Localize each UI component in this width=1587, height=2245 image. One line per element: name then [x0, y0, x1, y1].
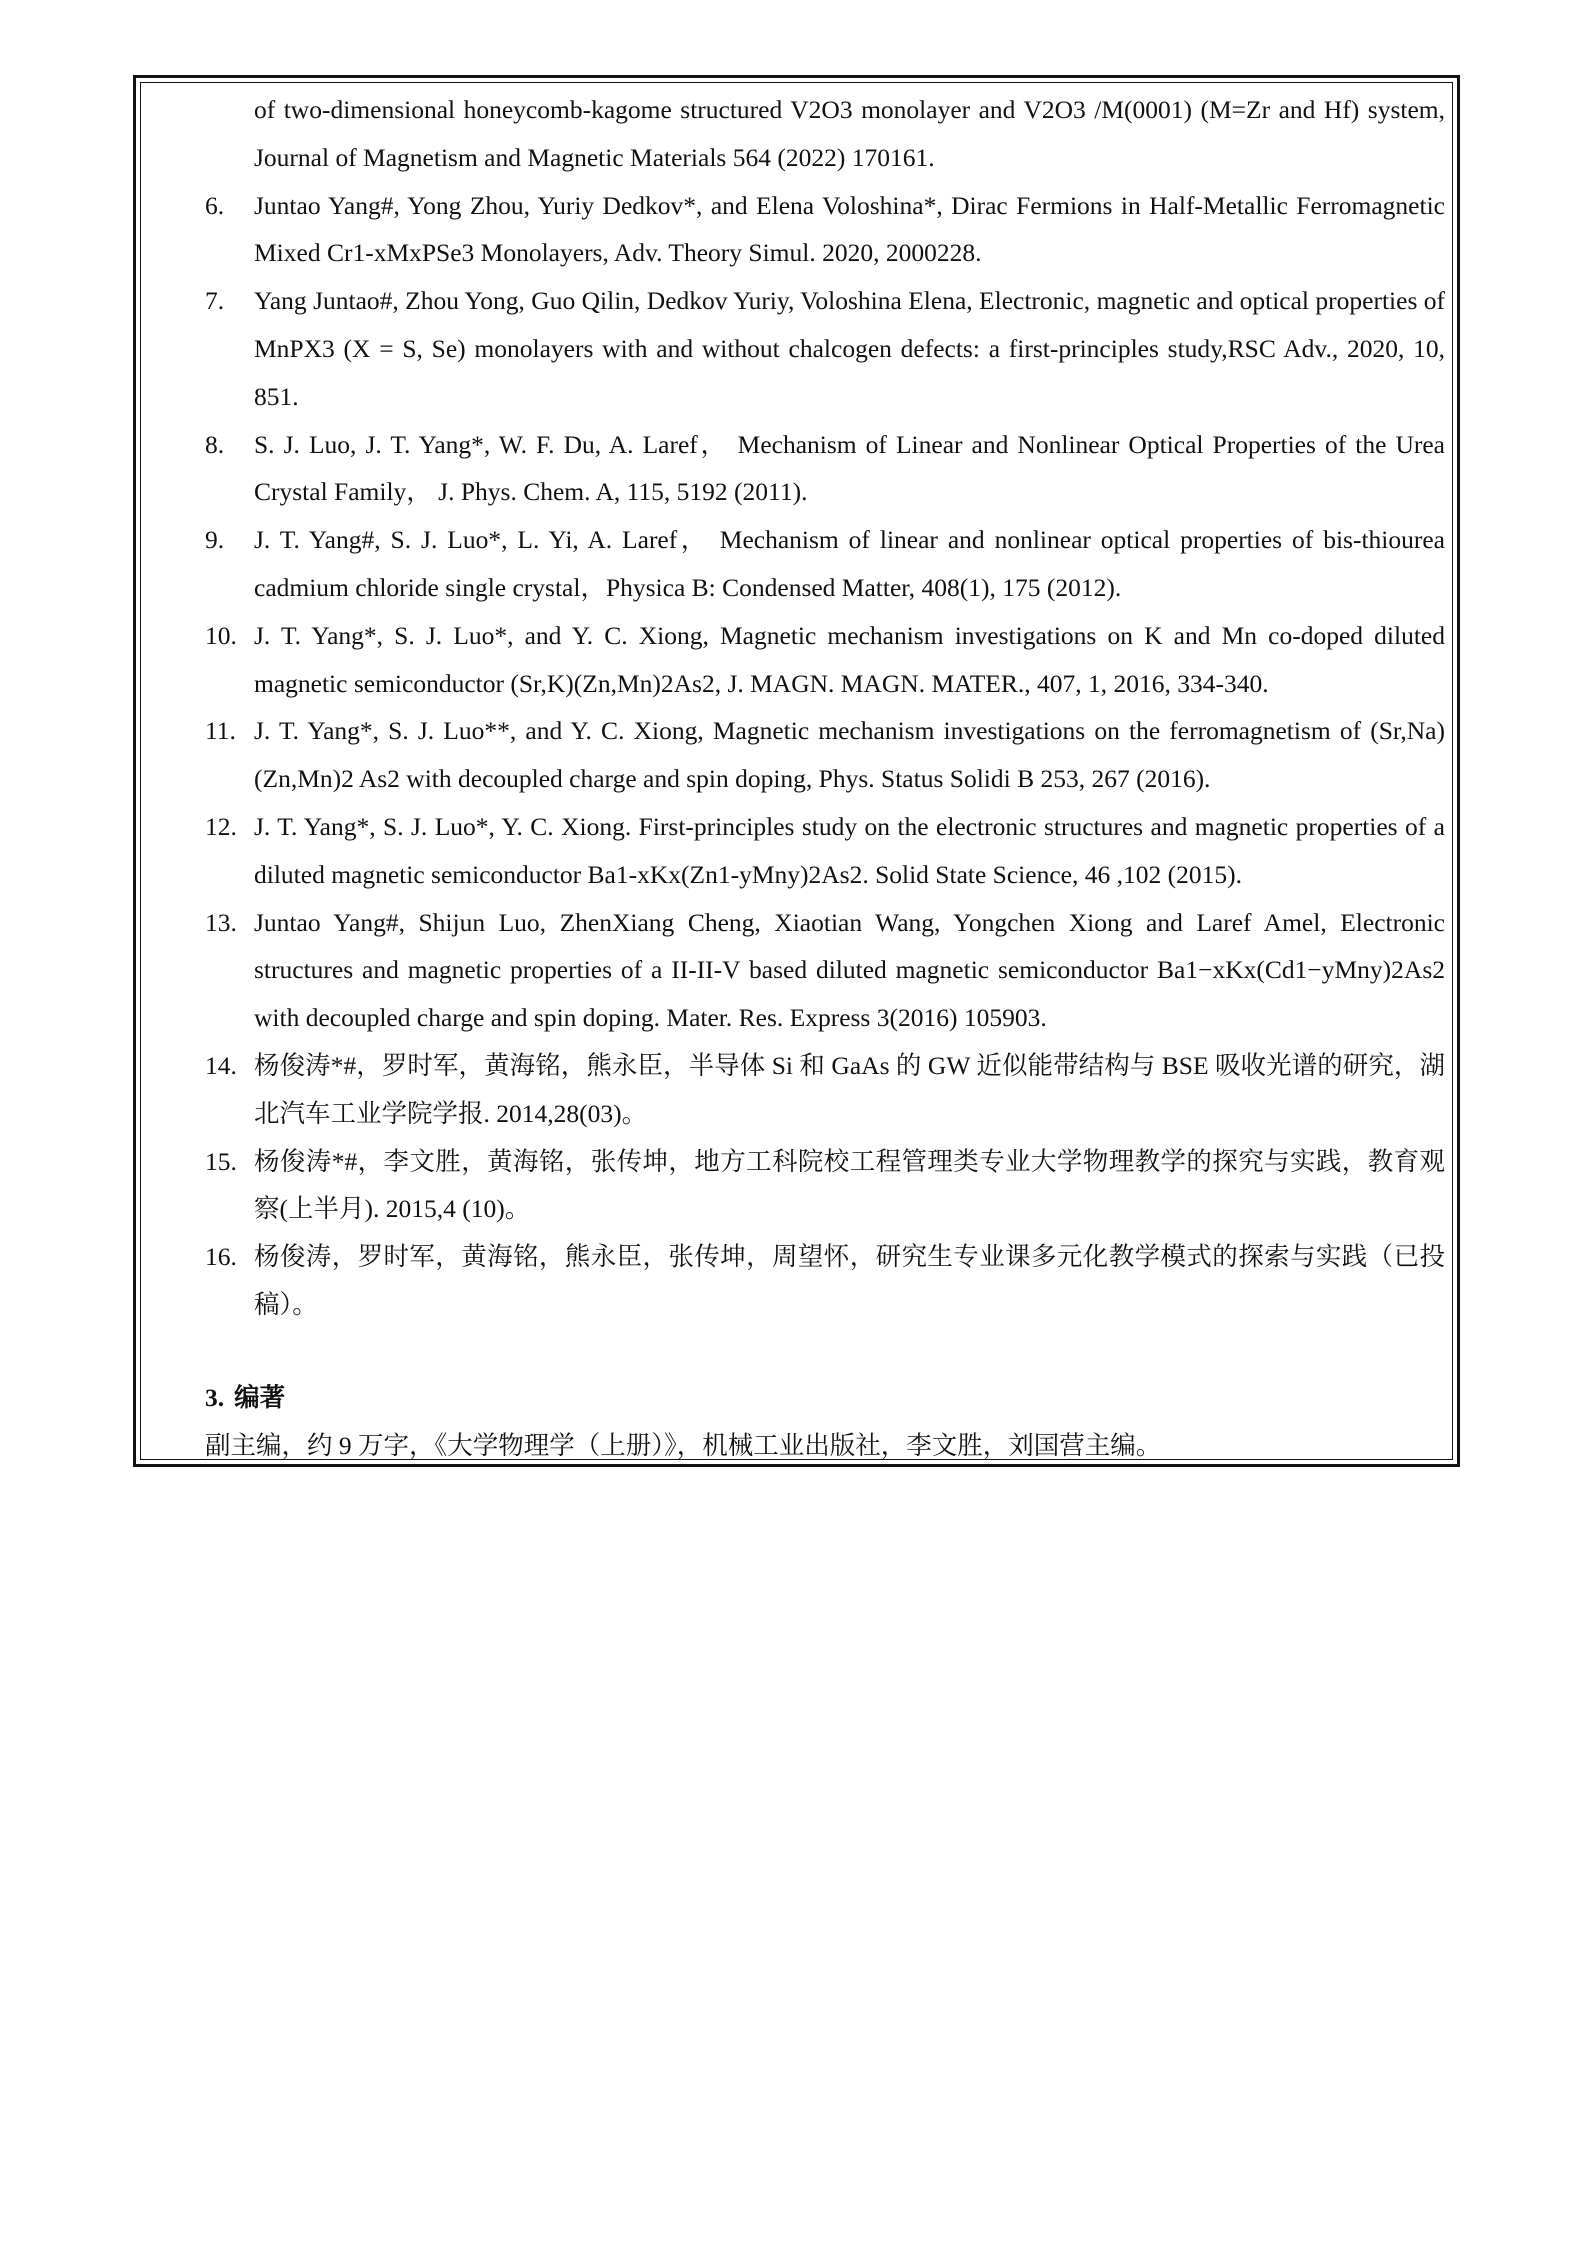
publication-list: [205, 86, 1445, 1329]
entry-number: 7.: [205, 286, 225, 316]
publication-entry: [205, 516, 1445, 612]
section-heading: [205, 1374, 1445, 1422]
publication-entry: [205, 803, 1445, 899]
publication-entry: [205, 182, 1445, 278]
entry-number: 11.: [205, 716, 236, 746]
entry-text: Juntao Yang#, Shijun Luo, ZhenXiang Cheng, Xiaotian Wang, Yongchen Xiong and Laref Amel, Electronic structures and magnetic properties of a II-II-V based diluted magnetic semiconductor Ba1−xKx(Cd1−yMny)2As2 with decoupled charge and spin doping. Mater. Res. Express 3(2016) 105903.: [254, 907, 1445, 1033]
entry-number: 16.: [205, 1242, 237, 1272]
publication-entry: [205, 277, 1445, 420]
publication-entry: [205, 612, 1445, 708]
entry-text: J. T. Yang*, S. J. Luo*, Y. C. Xiong. First-principles study on the electronic structures and magnetic properties of a diluted magnetic semiconductor Ba1-xKx(Zn1-yMny)2As2. Solid State Science, 46 ,102 (2015).: [254, 811, 1445, 889]
publication-entry: [205, 1042, 1445, 1138]
entry-number: 13.: [205, 907, 237, 937]
entry-text: J. T. Yang#, S. J. Luo*, L. Yi, A. Laref， Mechanism of linear and nonlinear optical properties of bis-thiourea cadmium chloride single crystal，Physica B: Condensed Matter, 408(1), 175 (2012).: [254, 525, 1445, 602]
publication-entry: [205, 899, 1445, 1042]
entry-number: 12.: [205, 811, 237, 841]
entry-number: 8.: [205, 429, 225, 459]
publication-entry: [205, 707, 1445, 803]
entry-5-continuation: of two-dimensional honeycomb-kagome structured V2O3 monolayer and V2O3 /M(0001) (M=Zr and Hf) system, Journal of Magnetism and Magnetic Materials 564 (2022) 170161.: [254, 95, 1445, 172]
publication-entry: [205, 1138, 1445, 1234]
entry-text: J. T. Yang*, S. J. Luo*, and Y. C. Xiong, Magnetic mechanism investigations on K and Mn co-doped diluted magnetic semiconductor (Sr,K)(Zn,Mn)2As2, J. MAGN. MAGN. MATER., 407, 1, 2016, 334-340.: [254, 620, 1445, 698]
section-3-block: [205, 1374, 1445, 1470]
section-body: 副主编，约 9 万字，《大学物理学（上册）》，机械工业出版社，李文胜，刘国营主编。: [205, 1430, 1162, 1460]
entry-number: 10.: [205, 620, 237, 650]
section-title: 编著: [234, 1383, 286, 1412]
entry-number: 9.: [205, 525, 225, 555]
entry-number: 14.: [205, 1050, 237, 1080]
entry-text: 杨俊涛*#，罗时军，黄海铭，熊永臣，半导体 Si 和 GaAs 的 GW 近似能带结构与 BSE 吸收光谱的研究，湖北汽车工业学院学报. 2014,28(03)。: [254, 1050, 1445, 1128]
publication-entry: [205, 421, 1445, 517]
entry-text: Juntao Yang#, Yong Zhou, Yuriy Dedkov*, and Elena Voloshina*, Dirac Fermions in Half-Metallic Ferromagnetic Mixed Cr1-xMxPSe3 Monolayers, Adv. Theory Simul. 2020, 2000228.: [254, 190, 1445, 268]
entry-text: 杨俊涛，罗时军，黄海铭，熊永臣，张传坤，周望怀，研究生专业课多元化教学模式的探索与实践（已投稿）。: [254, 1242, 1445, 1319]
section-number: 3.: [205, 1383, 225, 1412]
entry-number: 15.: [205, 1146, 237, 1176]
entry-number: 6.: [205, 190, 225, 220]
entry-text: Yang Juntao#, Zhou Yong, Guo Qilin, Dedkov Yuriy, Voloshina Elena, Electronic, magnetic and optical properties of MnPX3 (X = S, Se) monolayers with and without chalcogen defects: a first-principles study,RSC Adv., 2020, 10, 851.: [254, 286, 1445, 411]
entry-text: J. T. Yang*, S. J. Luo**, and Y. C. Xiong, Magnetic mechanism investigations on the ferromagnetism of (Sr,Na)(Zn,Mn)2 As2 with decoupled charge and spin doping, Phys. Status Solidi B 253, 267 (2016).: [254, 716, 1445, 794]
entry-text: S. J. Luo, J. T. Yang*, W. F. Du, A. Laref， Mechanism of Linear and Nonlinear Optical Properties of the Urea Crystal Family， J. Phys. Chem. A, 115, 5192 (2011).: [254, 429, 1445, 507]
publication-entry: [205, 1233, 1445, 1329]
entry-text: 杨俊涛*#，李文胜，黄海铭，张传坤，地方工科院校工程管理类专业大学物理教学的探究与实践，教育观察(上半月). 2015,4 (10)。: [254, 1146, 1445, 1224]
